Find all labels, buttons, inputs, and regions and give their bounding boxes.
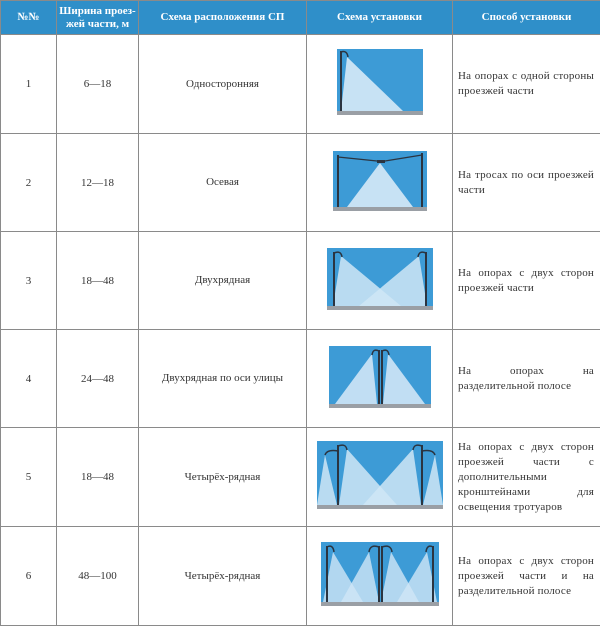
installation-method: На опорах с двух сторон проезжей части (453, 232, 600, 330)
roadway-width: 24—48 (57, 330, 139, 428)
table-row (1, 35, 600, 134)
row-number: 5 (1, 428, 57, 527)
header-diagram: Схема установки (307, 1, 453, 35)
installation-method: На опорах с одной стороны проезжей части (453, 35, 600, 134)
row-number: 4 (1, 330, 57, 428)
header-num: №№ (1, 1, 57, 35)
table-header-row (1, 1, 600, 35)
installation-method: На опорах с двух сторон проезжей части и на разделительной полосе (453, 527, 600, 626)
row-number: 2 (1, 134, 57, 232)
row-number: 3 (1, 232, 57, 330)
layout-scheme: Двухрядная (139, 232, 307, 330)
two-row-lighting-diagram (327, 248, 433, 314)
roadway-width: 6—18 (57, 35, 139, 134)
table-row (1, 527, 600, 626)
two-row-axial-lighting-diagram (329, 346, 431, 412)
table-row (1, 428, 600, 527)
header-layout: Схема расположения СП (139, 1, 307, 35)
row-number: 6 (1, 527, 57, 626)
installation-method: На тросах по оси проезжей части (453, 134, 600, 232)
roadway-width: 18—48 (57, 428, 139, 527)
table-row (1, 330, 600, 428)
roadway-width: 48—100 (57, 527, 139, 626)
layout-scheme: Осевая (139, 134, 307, 232)
four-row-sidewalk-lighting-diagram (317, 441, 443, 513)
layout-scheme: Четырёх-рядная (139, 527, 307, 626)
layout-scheme: Четырёх-рядная (139, 428, 307, 527)
table-row (1, 232, 600, 330)
table-row (1, 134, 600, 232)
axial-cable-lighting-diagram (333, 151, 427, 215)
roadway-width: 12—18 (57, 134, 139, 232)
layout-scheme: Двухрядная по оси улицы (139, 330, 307, 428)
row-number: 1 (1, 35, 57, 134)
header-width: Ширина проез-жей части, м (57, 1, 139, 35)
header-method: Способ установки (453, 1, 600, 35)
installation-method: На опорах на разделительной полосе (453, 330, 600, 428)
four-row-median-lighting-diagram (321, 542, 439, 610)
layout-scheme: Односторонняя (139, 35, 307, 134)
roadway-width: 18—48 (57, 232, 139, 330)
installation-method: На опорах с двух сторон проезжей части с дополнительными кронштейнами для освещения тротуаров (453, 428, 600, 527)
single-side-lighting-diagram (337, 49, 423, 119)
